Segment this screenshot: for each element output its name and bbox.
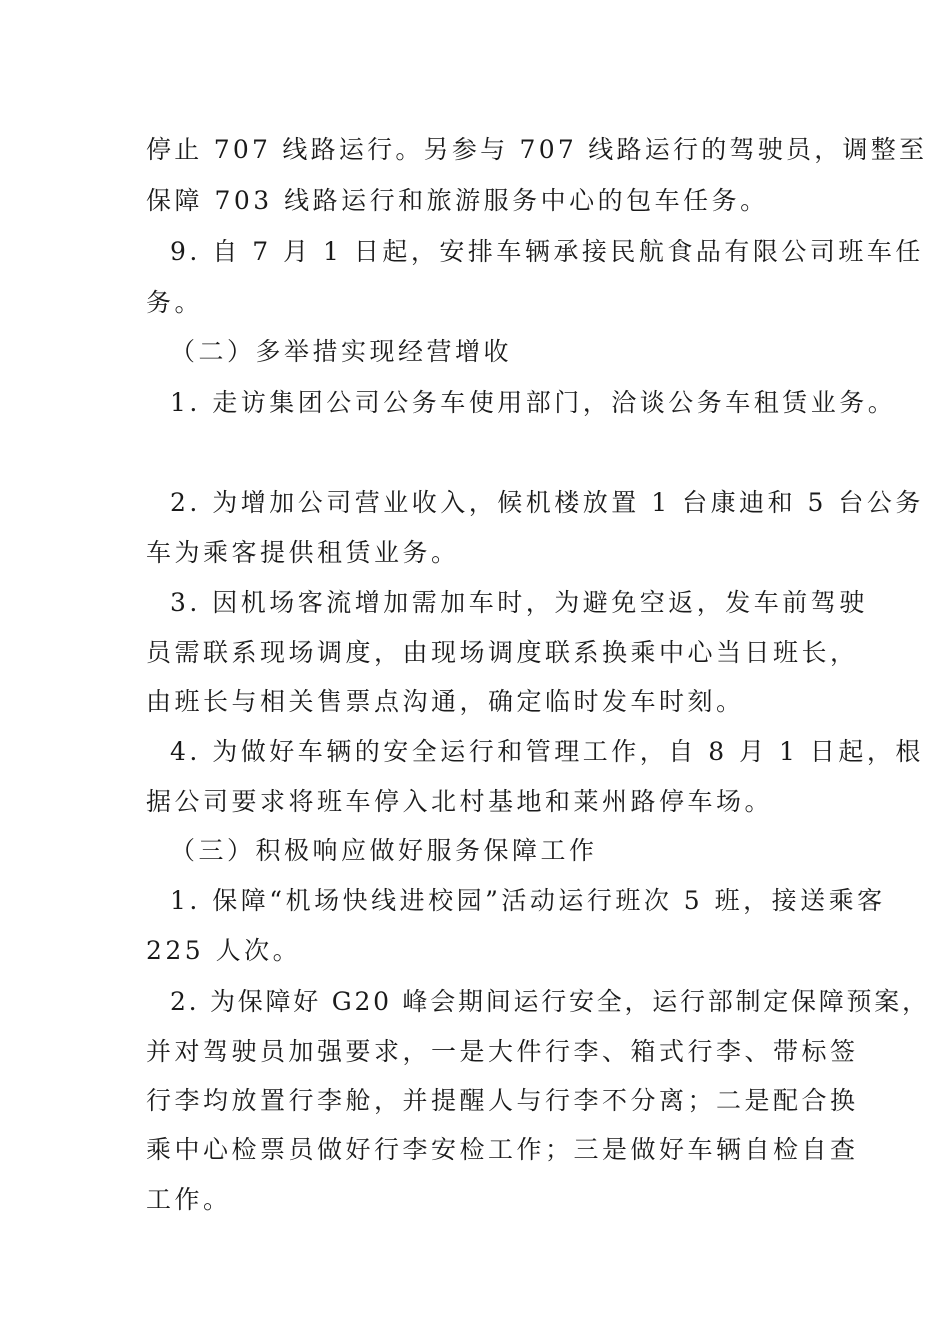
section-heading-3: （三）积极响应做好服务保障工作	[170, 836, 598, 865]
text-line-4: 务。	[146, 288, 204, 317]
text-line-18: 并对驾驶员加强要求，一是大件行李、箱式行李、带标签	[146, 1037, 859, 1066]
text-line-10: 员需联系现场调度，由现场调度联系换乘中心当日班长，	[146, 638, 859, 667]
text-line-8: 车为乘客提供租赁业务。	[146, 538, 460, 567]
text-line-21: 工作。	[146, 1185, 232, 1214]
text-line-6: 1. 走访集团公司公务车使用部门，洽谈公务车租赁业务。	[170, 388, 897, 417]
text-line-9: 3. 因机场客流增加需加车时，为避免空返，发车前驾驶	[170, 588, 868, 617]
text-line-19: 行李均放置行李舱，并提醒人与行李不分离；二是配合换	[146, 1086, 859, 1115]
text-line-2: 保障 703 线路运行和旅游服务中心的包车任务。	[146, 186, 769, 215]
text-line-15: 1. 保障“机场快线进校园”活动运行班次 5 班，接送乘客	[170, 886, 886, 915]
section-heading-2: （二）多举措实现经营增收	[170, 337, 513, 366]
text-line-1: 停止 707 线路运行。另参与 707 线路运行的驾驶员，调整至	[146, 135, 928, 164]
text-line-3: 9. 自 7 月 1 日起，安排车辆承接民航食品有限公司班车任	[170, 237, 924, 266]
text-line-17: 2. 为保障好 G20 峰会期间运行安全，运行部制定保障预案，	[170, 987, 930, 1016]
text-line-11: 由班长与相关售票点沟通，确定临时发车时刻。	[146, 687, 745, 716]
text-line-20: 乘中心检票员做好行李安检工作；三是做好车辆自检自查	[146, 1135, 859, 1164]
text-line-16: 225 人次。	[146, 936, 302, 965]
text-line-12: 4. 为做好车辆的安全运行和管理工作，自 8 月 1 日起，根	[170, 737, 924, 766]
text-line-13: 据公司要求将班车停入北村基地和莱州路停车场。	[146, 787, 774, 816]
text-line-7: 2. 为增加公司营业收入，候机楼放置 1 台康迪和 5 台公务	[170, 488, 924, 517]
